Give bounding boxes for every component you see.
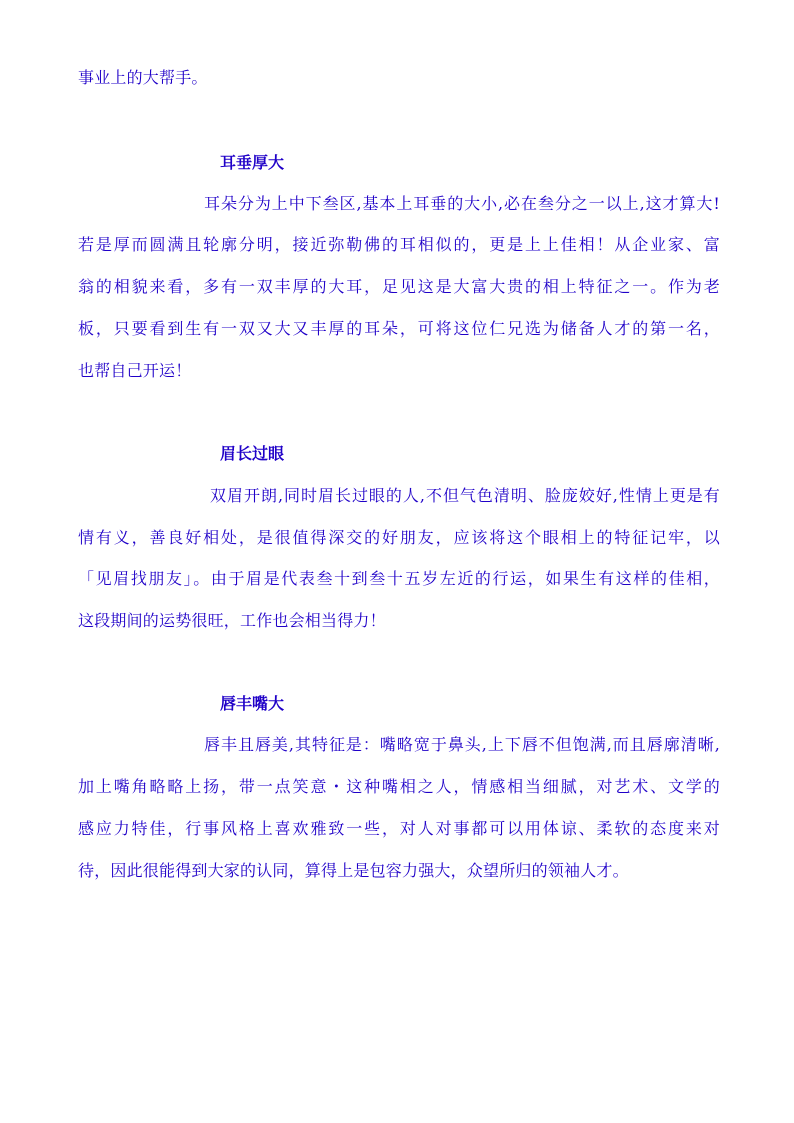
section-eyebrow-line-4: 这段期间的运势很旺，工作也会相当得力！ — [78, 611, 386, 630]
section-eyebrow-line-3: 「见眉找朋友」。由于眉是代表叁十到叁十五岁左近的行运，如果生有这样的佳相， — [78, 569, 720, 588]
section-lips-line-1: 唇丰且唇美,其特征是：嘴略宽于鼻头,上下唇不但饱满,而且唇廓清晰, — [204, 735, 720, 754]
section-heading-eyebrow: 眉长过眼 — [220, 444, 285, 463]
intro-line: 事业上的大帮手。 — [78, 68, 208, 87]
section-ear-line-2: 若是厚而圆满且轮廓分明，接近弥勒佛的耳相似的，更是上上佳相！从企业家、富 — [78, 235, 720, 254]
section-lips-line-2: 加上嘴角略略上扬，带一点笑意・这种嘴相之人，情感相当细腻，对艺术、文学的 — [78, 777, 720, 796]
section-eyebrow-line-1: 双眉开朗,同时眉长过眼的人,不但气色清明、脸庞姣好,性情上更是有 — [210, 486, 720, 505]
section-ear-line-1: 耳朵分为上中下叁区,基本上耳垂的大小,必在叁分之一以上,这才算大! — [204, 194, 720, 213]
section-heading-ear: 耳垂厚大 — [220, 153, 285, 172]
section-ear-line-5: 也帮自己开运！ — [78, 361, 192, 380]
section-eyebrow-line-2: 情有义，善良好相处，是很值得深交的好朋友，应该将这个眼相上的特征记牢，以 — [78, 528, 720, 547]
section-heading-lips: 唇丰嘴大 — [220, 694, 285, 713]
section-ear-line-3: 翁的相貌来看，多有一双丰厚的大耳，足见这是大富大贵的相上特征之一。作为老 — [78, 277, 720, 296]
section-lips-line-3: 感应力特佳，行事风格上喜欢雅致一些，对人对事都可以用体谅、柔软的态度来对 — [78, 819, 720, 838]
section-lips-line-4: 待，因此很能得到大家的认同，算得上是包容力强大，众望所归的领袖人才。 — [78, 861, 629, 880]
section-ear-line-4: 板，只要看到生有一双又大又丰厚的耳朵，可将这位仁兄选为储备人才的第一名， — [78, 319, 720, 338]
